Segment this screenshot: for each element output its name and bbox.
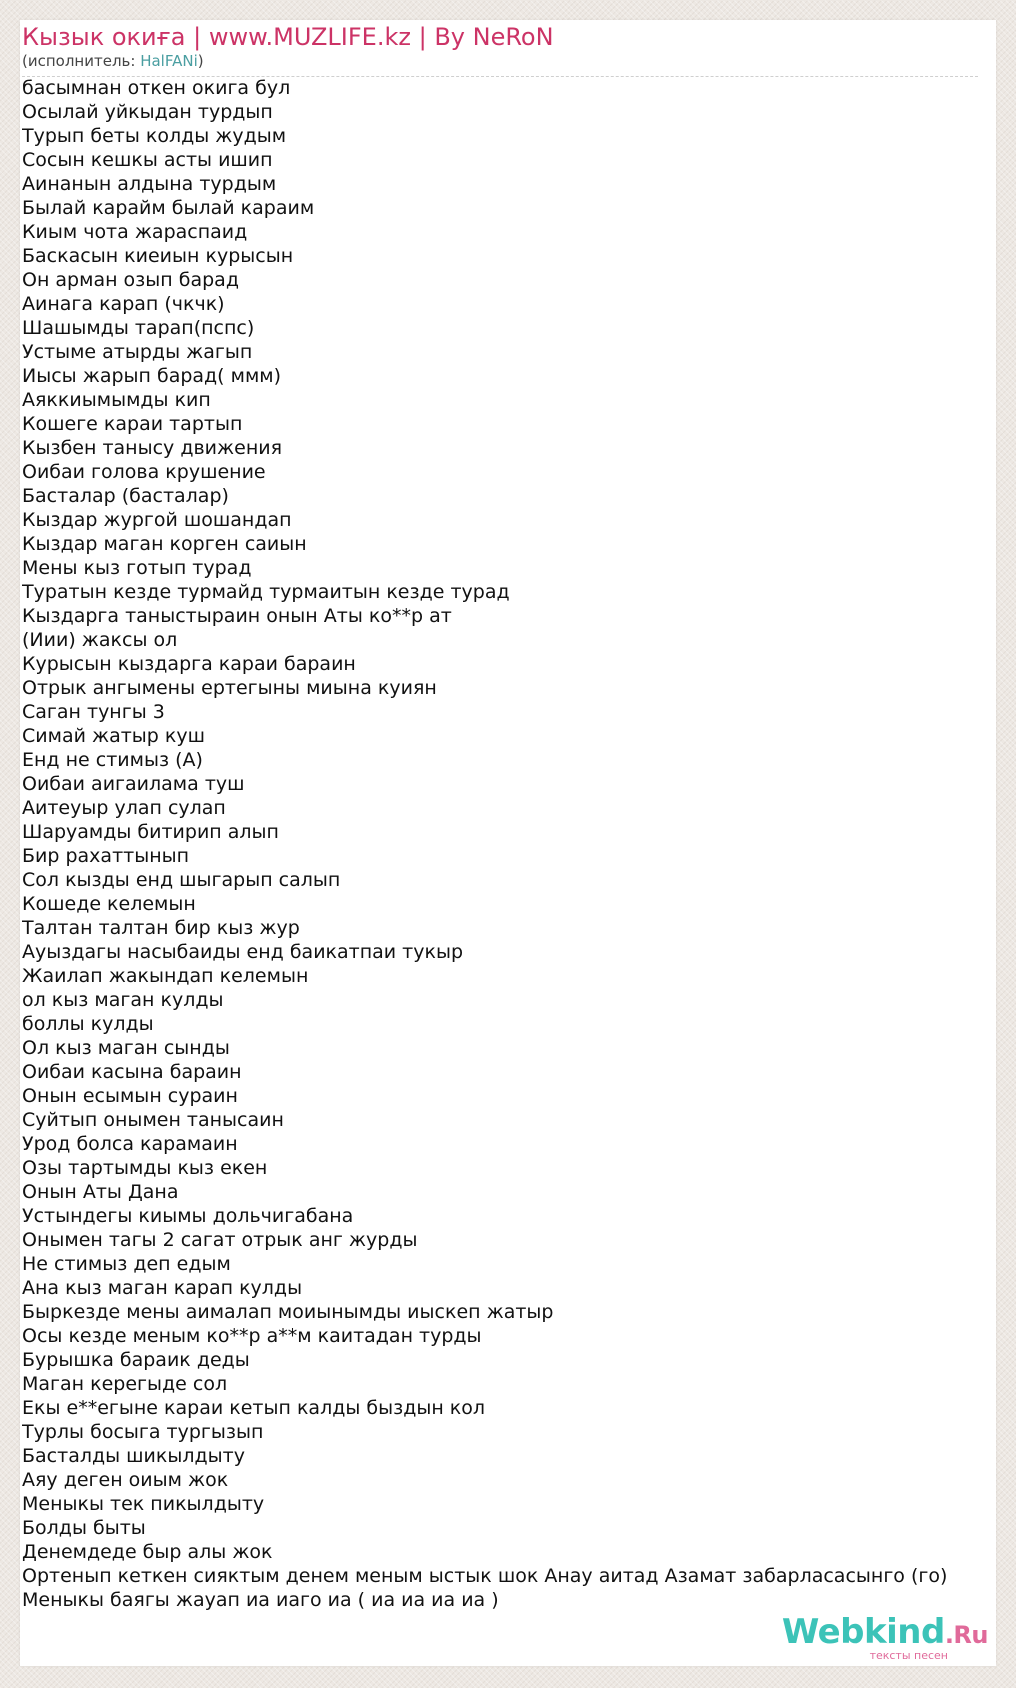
performer-suffix: ) [197,52,204,70]
webkind-watermark [781,1612,988,1662]
lyric-line: Меныкы баягы жауап иа иаго иа ( иа иа иа иа ) [22,1589,499,1611]
lyric-line: Басталды шикылдыту [22,1445,245,1467]
performer-line [22,52,978,70]
lyric-line: Мены кыз готып турад [22,557,252,579]
lyric-line: боллы кулды [22,1013,154,1035]
page-title: Кызык окиға | www.MUZLIFE.kz | By NeRoN [22,23,554,51]
lyric-line: Туратын кезде турмайд турмаитын кезде турад [22,581,510,603]
lyric-line: Ортенып кеткен сияктым денем меным ыстык шок Анау аитад Азамат забарласасынго (го) [22,1565,948,1587]
lyric-line: Суйтып онымен танысаин [22,1109,284,1131]
lyric-line: Турып беты колды жудым [22,125,287,147]
lyric-line: Меныкы тек пикылдыту [22,1493,265,1515]
lyric-line: Былай карайм былай караим [22,197,315,219]
lyric-line: Саган тунгы 3 [22,701,165,723]
lyric-line: Талтан талтан бир кыз жур [22,917,300,939]
lyric-line: Кыздарга таныстыраин онын Аты ко**р ат [22,605,452,627]
lyric-line: Аяу деген оиым жок [22,1469,229,1491]
lyric-line: Сосын кешкы асты ишип [22,149,273,171]
watermark-logo [781,1612,988,1652]
lyric-line: Киым чота жараспаид [22,221,248,243]
lyric-line: Иысы жарып барад( ммм) [22,365,282,387]
lyric-line: Шашымды тарап(пспс) [22,317,255,339]
lyric-line: Быркезде мены аималап моиынымды иыскеп жатыр [22,1301,554,1323]
lyric-line: Оибаи аигаилама туш [22,773,245,795]
lyric-line: Сол кызды енд шыгарып салып [22,869,341,891]
lyric-line: Басталар (басталар) [22,485,229,507]
lyric-line: (Иии) жаксы ол [22,629,178,651]
lyric-line: Аитеуыр улап сулап [22,797,226,819]
performer-link[interactable]: HalFANi [140,52,198,70]
watermark-tagline: тексты песен [869,1649,948,1662]
lyric-line: Онын есымын сураин [22,1085,238,1107]
lyric-line: Онын Аты Дана [22,1181,179,1203]
lyric-line: Кыздар маган корген саиын [22,533,307,555]
lyric-line: Бир рахаттынып [22,845,190,867]
song-header [22,22,978,77]
lyric-line: Он арман озып барад [22,269,239,291]
lyric-line: Озы тартымды кыз екен [22,1157,268,1179]
lyric-line: Урод болса карамаин [22,1133,238,1155]
lyric-line: Устыме атырды жагып [22,341,253,363]
lyric-line: Кошеде келемын [22,893,196,915]
watermark-logo-tld: .Ru [944,1621,988,1649]
performer-prefix: (исполнитель: [22,52,141,70]
lyric-line: Аинага карап (чкчк) [22,293,225,315]
lyric-line: Турлы босыга тургызып [22,1421,264,1443]
lyric-line: Осы кезде меным ко**р а**м каитадан турды [22,1325,482,1347]
watermark-logo-main: Webkind [781,1612,945,1652]
lyrics-text [22,76,1012,1612]
lyric-line: Баскасын киеиын курысын [22,245,294,267]
lyric-line: Оибаи касына бараин [22,1061,242,1083]
lyric-line: Курысын кыздарга караи бараин [22,653,356,675]
lyric-line: Кошеге караи тартып [22,413,243,435]
lyric-line: Устындегы киымы дольчигабана [22,1205,354,1227]
lyric-line: Аяккиымымды кип [22,389,211,411]
lyric-line: Ана кыз маган карап кулды [22,1277,303,1299]
lyric-line: Шаруамды битирип алып [22,821,279,843]
lyric-line: Симай жатыр куш [22,725,206,747]
lyric-line: Жаилап жакындап келемын [22,965,309,987]
lyric-line: Не стимыз деп едым [22,1253,231,1275]
lyric-line: басымнан откен окига бул [22,77,291,99]
lyric-line: Кызбен танысу движения [22,437,283,459]
lyric-line: Онымен тагы 2 сагат отрык анг журды [22,1229,418,1251]
lyric-line: Кыздар жургой шошандап [22,509,292,531]
lyric-line: Ауыздагы насыбаиды енд баикатпаи тукыр [22,941,464,963]
lyric-line: ол кыз маган кулды [22,989,224,1011]
lyric-line: Бурышка бараик деды [22,1349,250,1371]
lyric-line: Болды быты [22,1517,146,1539]
lyric-line: Отрык ангымены ертегыны миына куиян [22,677,437,699]
lyric-line: Ол кыз маган сынды [22,1037,230,1059]
lyric-line: Оибаи голова крушение [22,461,266,483]
lyric-line: Енд не стимыз (А) [22,749,203,771]
lyric-line: Екы е**егыне караи кетып калды быздын кол [22,1397,486,1419]
lyric-line: Маган керегыде сол [22,1373,228,1395]
lyric-line: Аинанын алдына турдым [22,173,277,195]
lyric-line: Денемдеде быр алы жок [22,1541,273,1563]
lyric-line: Осылай уйкыдан турдып [22,101,273,123]
